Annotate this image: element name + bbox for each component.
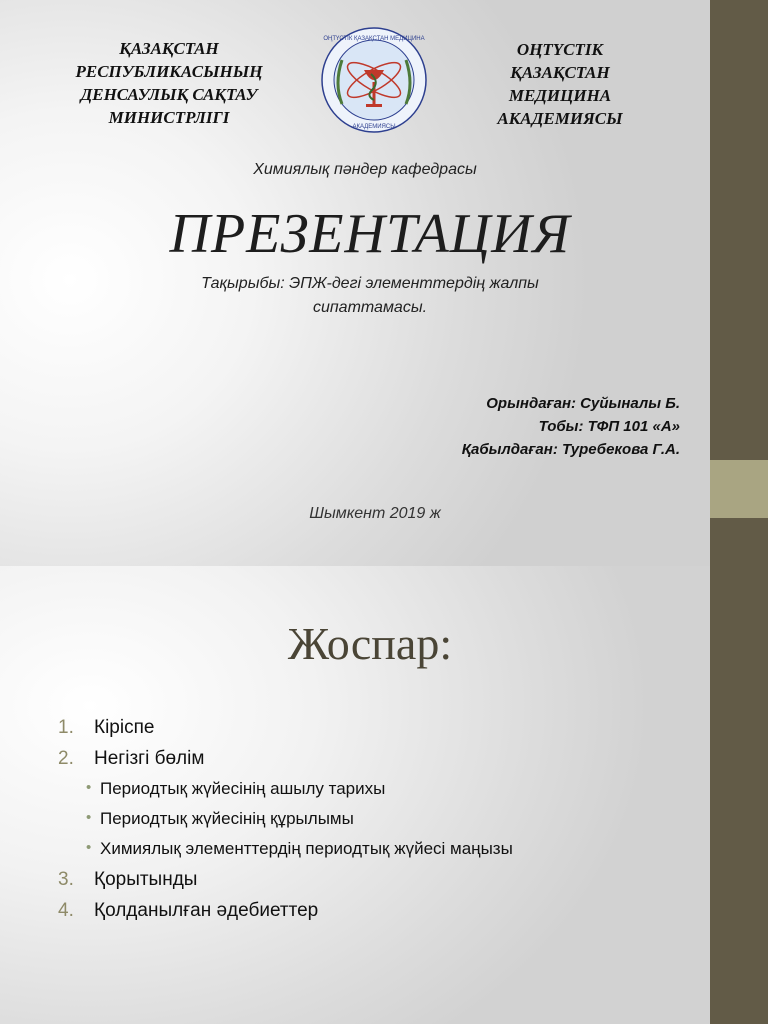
plan-slide (0, 566, 768, 1024)
bullet-icon: • (86, 809, 92, 826)
ministry-name (58, 37, 280, 129)
group-name: Тобы: ТФП 101 «А» (538, 418, 680, 435)
list-number: 2. (58, 748, 74, 769)
academy-line: АКАДЕМИЯСЫ (497, 109, 623, 128)
plan-list (58, 712, 698, 926)
author-name: Орындаған: Суйыналы Б. (486, 395, 680, 412)
list-number: 4. (58, 900, 74, 921)
sub-list-item (58, 804, 698, 834)
svg-text:ОҢТҮСТІК ҚАЗАҚСТАН МЕДИЦИНА: ОҢТҮСТІК ҚАЗАҚСТАН МЕДИЦИНА (323, 36, 425, 42)
svg-text:АКАДЕМИЯСЫ: АКАДЕМИЯСЫ (352, 124, 396, 130)
sub-list-item (58, 834, 698, 864)
sub-item-label: Периодтық жүйесінің ашылу тарихы (100, 779, 386, 798)
bullet-icon: • (86, 779, 92, 796)
academy-line: ҚАЗАҚСТАН (510, 63, 610, 82)
list-item-label: Негізгі бөлім (94, 748, 205, 769)
topic-line: сипаттамасы. (312, 299, 428, 316)
academy-line: МЕДИЦИНА (508, 86, 612, 105)
presentation-title: ПРЕЗЕНТАЦИЯ (169, 203, 571, 265)
slide-sidebar (710, 0, 768, 566)
academy-name (478, 38, 642, 130)
academy-line: ОҢТҮСТІК (516, 40, 604, 59)
list-item-label: Кіріспе (94, 717, 155, 738)
list-item-label: Қолданылған әдебиеттер (94, 900, 319, 921)
city-year: Шымкент 2019 ж (309, 505, 441, 522)
sub-list-item (58, 774, 698, 804)
ministry-line: ҚАЗАҚСТАН (119, 39, 219, 58)
ministry-line: ДЕНСАУЛЫҚ САҚТАУ (80, 85, 258, 104)
list-item-label: Қорытынды (94, 869, 198, 890)
ministry-line: МИНИСТРЛІГІ (108, 108, 230, 127)
sub-item-label: Химиялық элементтердің периодтық жүйесі маңызы (100, 839, 513, 858)
author-info (330, 392, 680, 461)
slide-sidebar (710, 566, 768, 1024)
medical-academy-emblem-icon (316, 24, 432, 136)
reviewer-name: Қабылдаған: Туребекова Г.А. (461, 441, 680, 458)
plan-title: Жоспар: (287, 618, 453, 669)
list-item (58, 864, 698, 895)
list-item (58, 895, 698, 926)
list-number: 1. (58, 717, 74, 738)
topic-line: Тақырыбы: ЭПЖ-дегі элементтердің жалпы (201, 275, 539, 292)
sidebar-accent (710, 460, 768, 518)
bullet-icon: • (86, 839, 92, 856)
department-name: Химиялық пәндер кафедрасы (253, 161, 477, 178)
topic-text (160, 272, 580, 320)
sub-item-label: Периодтық жүйесінің құрылымы (100, 809, 354, 828)
ministry-line: РЕСПУБЛИКАСЫНЫҢ (75, 62, 263, 81)
list-item (58, 743, 698, 774)
list-item (58, 712, 698, 743)
list-number: 3. (58, 869, 74, 890)
